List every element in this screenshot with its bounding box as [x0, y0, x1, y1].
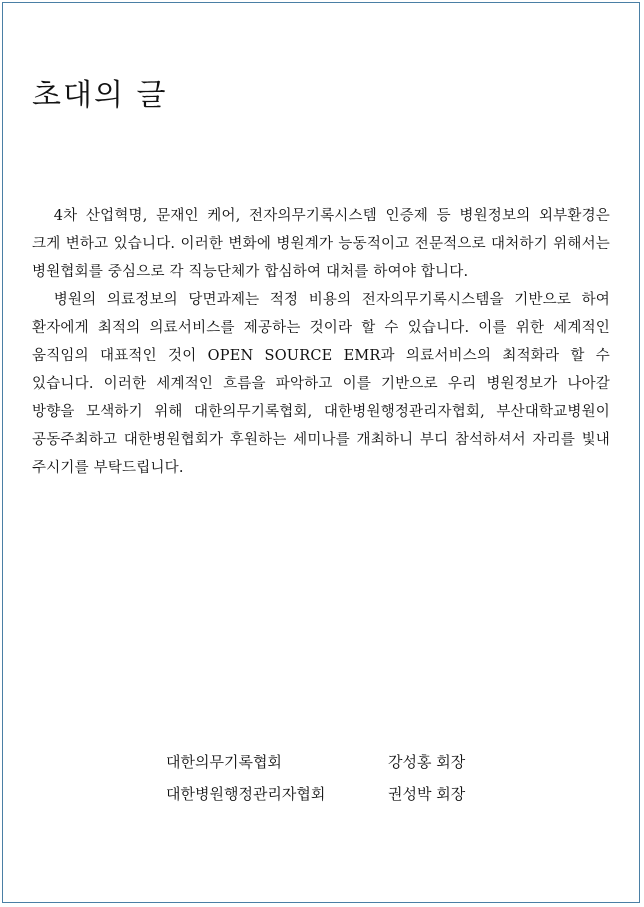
page-title: 초대의 글 [32, 78, 168, 113]
signature-row [166, 778, 465, 810]
signature-row [166, 746, 465, 778]
signature-block [166, 746, 465, 810]
paragraph-1: 4차 산업혁명, 문재인 케어, 전자의무기록시스템 인증제 등 병원정보의 외부환경은 크게 변하고 있습니다. 이러한 변화에 병원계가 능동적이고 전문적으로 대처하기 위해서는 병원협회를 중심으로 각 직능단체가 합심하여 대처를 하여야 합니다. [32, 208, 610, 280]
paragraph-2: 병원의 의료정보의 당면과제는 적정 비용의 전자의무기록시스템을 기반으로 하여 환자에게 최적의 의료서비스를 제공하는 것이라 할 수 있습니다. 이를 위한 세계적인 움직임의 대표적인 것이 OPEN SOURCE EMR과 의료서비스의 최적화라 할 수 있습니다. 이러한 세계적인 흐름을 파악하고 이를 기반으로 우리 병원정보가 나아갈 방향을 모색하기 위해 대한의무기록협회, 대한병원행정관리자협회, 부산대학교병원이 공동주최하고 대한병원협회가 후원하는 세미나를 개최하니 부디 참석하셔서 자리를 빛내 주시기를 부탁드립니다. [32, 292, 610, 476]
signature-person: 권성박 회장 [388, 785, 466, 803]
signature-organization: 대한의무기록협회 [166, 753, 282, 771]
invitation-body [32, 202, 610, 482]
signature-person: 강성홍 회장 [388, 753, 466, 771]
signature-organization: 대한병원행정관리자협회 [166, 785, 326, 803]
